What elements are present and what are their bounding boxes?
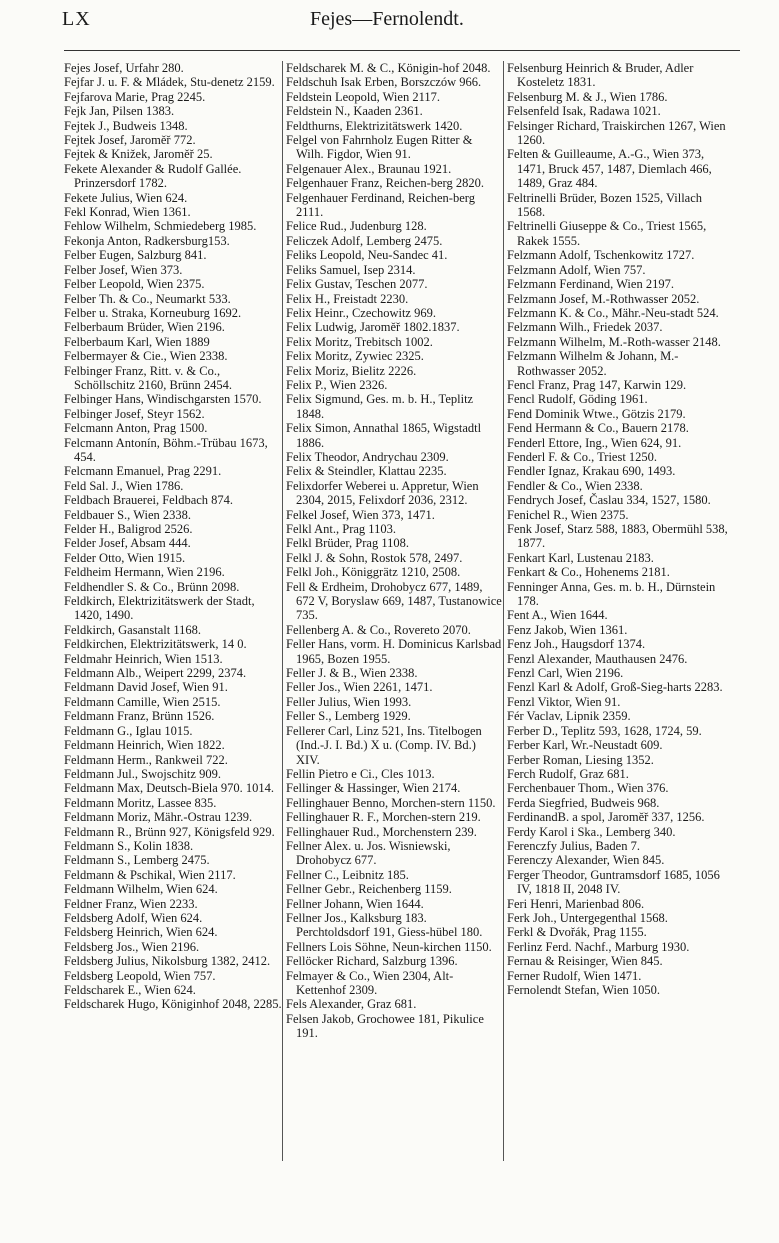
directory-entry: Ferber Karl, Wr.-Neustadt 609. <box>507 738 663 753</box>
directory-entry: Felmayer & Co., Wien 2304, Alt-Kettenhof 2309. <box>286 968 454 997</box>
directory-entry: Ferlinz Ferd. Nachf., Marburg 1930. <box>507 939 690 954</box>
directory-entry: Fenzl Alexander, Mauthausen 2476. <box>507 651 688 666</box>
directory-entry: Fejes Josef, Urfahr 280. <box>64 61 184 75</box>
directory-entry: Feldsberg Jos., Wien 2196. <box>64 939 200 954</box>
directory-entry: Feldmann S., Lemberg 2475. <box>64 853 210 868</box>
directory-entry: Feller Hans, vorm. H. Dominicus Karlsbad 1965, Bozen 1955. <box>286 637 502 666</box>
directory-entry: Fellinghauer Rud., Morchenstern 239. <box>286 824 477 839</box>
directory-entry: Fejk Jan, Pilsen 1383. <box>64 104 175 119</box>
directory-entry: Feldmann Camille, Wien 2515. <box>64 694 221 709</box>
directory-entry: Felgel von Fahrnholz Eugen Ritter & Wilh. Figdor, Wien 91. <box>286 133 473 162</box>
directory-entry: Feliks Leopold, Neu-Sandec 41. <box>286 248 448 263</box>
directory-entry: Ferber D., Teplitz 593, 1628, 1724, 59. <box>507 723 702 738</box>
directory-entry: Feldmahr Heinrich, Wien 1513. <box>64 651 223 666</box>
directory-entry: Feldmann Wilhelm, Wien 624. <box>64 882 218 897</box>
directory-entry: Fekete Alexander & Rudolf Gallée. Prinzersdorf 1782. <box>64 161 242 191</box>
directory-entry: Ferenczy Alexander, Wien 845. <box>507 853 665 868</box>
directory-entry: Feller Jos., Wien 2261, 1471. <box>286 680 433 695</box>
directory-entry: Fendler & Co., Wien 2338. <box>507 478 643 493</box>
directory-entry: Fell & Erdheim, Drohobycz 677, 1489, 672 V, Boryslaw 669, 1487, Tustanowice 735. <box>286 579 502 623</box>
directory-entry: Fencl Franz, Prag 147, Karwin 129. <box>507 377 687 392</box>
directory-entry: Feldkirch, Elektrizitätswerk der Stadt, 1420, 1490. <box>64 594 255 623</box>
directory-entry: Feldmann S., Kolin 1838. <box>64 838 194 853</box>
directory-entry: Feliczek Adolf, Lemberg 2475. <box>286 233 443 248</box>
directory-entry: Feldkirchen, Elektrizitätswerk, 14 0. <box>64 637 247 652</box>
directory-entry: Felsinger Richard, Traiskirchen 1267, Wien 1260. <box>507 118 726 148</box>
directory-entry: Fels Alexander, Graz 681. <box>286 997 417 1012</box>
directory-entry: Fernolendt Stefan, Wien 1050. <box>507 983 661 997</box>
directory-entry: Ferner Rudolf, Wien 1471. <box>507 968 642 983</box>
directory-entry: Felgenhauer Ferdinand, Reichen-berg 2111. <box>286 190 475 220</box>
directory-entry: Feldmann Heinrich, Wien 1822. <box>64 738 225 753</box>
directory-entry: Felber Eugen, Salzburg 841. <box>64 248 207 263</box>
directory-entry: Fenkart & Co., Hohenems 2181. <box>507 565 670 580</box>
directory-entry: Ferber Roman, Liesing 1352. <box>507 752 654 767</box>
directory-entry: Fenk Josef, Starz 588, 1883, Obermühl 538, 1877. <box>507 522 728 551</box>
directory-entry: Felkl Ant., Prag 1103. <box>286 522 396 536</box>
directory-entry: Felix Moritz, Trebitsch 1002. <box>286 334 433 349</box>
directory-entry: Fenichel R., Wien 2375. <box>507 507 629 522</box>
column-2 <box>286 61 502 1161</box>
directory-entry: Felbinger Hans, Windischgarsten 1570. <box>64 392 262 407</box>
directory-entry: Feldmann Herm., Rankweil 722. <box>64 752 228 767</box>
directory-entry: Fehlow Wilhelm, Schmiedeberg 1985. <box>64 219 257 234</box>
directory-entry: Fellner Jos., Kalksburg 183. Perchtoldsdorf 191, Giess-hübel 180. <box>286 910 483 940</box>
directory-entry: Feldmann David Josef, Wien 91. <box>64 680 228 695</box>
directory-entry: Felber Th. & Co., Neumarkt 533. <box>64 291 231 306</box>
directory-entry: Fellenberg A. & Co., Rovereto 2070. <box>286 622 471 637</box>
directory-entry: Fernau & Reisinger, Wien 845. <box>507 954 663 969</box>
directory-entry: Feldsberg Heinrich, Wien 624. <box>64 925 218 940</box>
directory-columns <box>64 61 740 1161</box>
directory-entry: Fendler Ignaz, Krakau 690, 1493. <box>507 464 676 479</box>
directory-entry: Felgenauer Alex., Braunau 1921. <box>286 161 452 176</box>
directory-entry: Felcmann Antonín, Böhm.-Trübau 1673, 454. <box>64 435 268 464</box>
directory-entry: Fenzl Karl & Adolf, Groß-Sieg-harts 2283. <box>507 680 723 695</box>
directory-entry: Felsen Jakob, Grochowee 181, Pikulice 191. <box>286 1011 484 1041</box>
directory-entry: FerdinandB. a spol, Jaroměř 337, 1256. <box>507 810 705 825</box>
directory-entry: Fencl Rudolf, Göding 1961. <box>507 392 648 407</box>
directory-entry: Fekl Konrad, Wien 1361. <box>64 205 191 220</box>
directory-entry: Feltrinelli Giuseppe & Co., Triest 1565, Rakek 1555. <box>507 219 707 248</box>
directory-entry: Feldmann Moritz, Lassee 835. <box>64 795 217 810</box>
directory-entry: Feldmann Alb., Weipert 2299, 2374. <box>64 666 247 681</box>
directory-entry: Feldmann Franz, Brünn 1526. <box>64 709 215 724</box>
directory-entry: Felixdorfer Weberei u. Appretur, Wien 2304, 2015, Felixdorf 2036, 2312. <box>286 478 479 508</box>
directory-entry: Fend Hermann & Co., Bauern 2178. <box>507 421 689 436</box>
directory-entry: Felix Ludwig, Jaroměř 1802.1837. <box>286 320 460 335</box>
directory-entry: Felbermayer & Cie., Wien 2338. <box>64 349 228 364</box>
directory-entry: Felbinger Josef, Steyr 1562. <box>64 406 205 421</box>
directory-entry: Fent A., Wien 1644. <box>507 608 608 623</box>
directory-entry: Fendrych Josef, Časlau 334, 1527, 1580. <box>507 493 711 508</box>
directory-entry: Feldsberg Julius, Nikolsburg 1382, 2412. <box>64 954 271 969</box>
directory-entry: Ferkl & Dvořák, Prag 1155. <box>507 925 647 940</box>
directory-entry: Feldstein Leopold, Wien 2117. <box>286 89 440 104</box>
directory-entry: Fellin Pietro e Ci., Cles 1013. <box>286 766 435 781</box>
page-number: LX <box>62 8 91 30</box>
directory-entry: Felcmann Emanuel, Prag 2291. <box>64 464 222 479</box>
directory-entry: Fellner Gebr., Reichenberg 1159. <box>286 882 452 897</box>
directory-entry: Felzmann Adolf, Wien 757. <box>507 262 646 277</box>
directory-entry: Feldscharek E., Wien 624. <box>64 983 196 997</box>
directory-entry: Felix Moriz, Bielitz 2226. <box>286 363 417 378</box>
directory-entry: Felix Simon, Annathal 1865, Wigstadtl 1886. <box>286 421 482 450</box>
directory-entry: Felzmann Ferdinand, Wien 2197. <box>507 277 674 292</box>
directory-entry: Feller J. & B., Wien 2338. <box>286 666 418 681</box>
directory-entry: Felber Josef, Wien 373. <box>64 262 183 277</box>
directory-entry: Felkel Josef, Wien 373, 1471. <box>286 507 435 522</box>
directory-entry: Felzmann Wilhelm & Johann, M.-Rothwasser 2052. <box>507 349 679 378</box>
directory-entry: Fejfarova Marie, Prag 2245. <box>64 89 206 104</box>
directory-entry: Feldstein N., Kaaden 2361. <box>286 104 423 119</box>
directory-entry: Felberbaum Karl, Wien 1889 <box>64 334 210 349</box>
column-divider <box>282 61 283 1161</box>
directory-entry: Fellner Johann, Wien 1644. <box>286 896 424 911</box>
directory-entry: Fenzl Carl, Wien 2196. <box>507 666 624 681</box>
directory-entry: Feldsberg Leopold, Wien 757. <box>64 968 216 983</box>
directory-entry: Fejfar J. u. F. & Mládek, Stu-denetz 2159. <box>64 75 275 90</box>
directory-entry: Felkl J. & Sohn, Rostok 578, 2497. <box>286 550 463 565</box>
directory-entry: Feller S., Lemberg 1929. <box>286 709 411 724</box>
directory-entry: Felix H., Freistadt 2230. <box>286 291 409 306</box>
directory-entry: Feldmann G., Iglau 1015. <box>64 723 193 738</box>
column-divider <box>503 61 504 1161</box>
directory-entry: Feldsberg Adolf, Wien 624. <box>64 910 203 925</box>
directory-entry: Fér Vaclav, Lipnik 2359. <box>507 709 631 724</box>
directory-entry: Felzmann Adolf, Tschenkowitz 1727. <box>507 248 695 263</box>
directory-entry: Fenninger Anna, Ges. m. b. H., Dürnstein 178. <box>507 579 716 609</box>
directory-entry: Fenz Joh., Haugsdorf 1374. <box>507 637 646 652</box>
directory-entry: Fekonja Anton, Radkersburg153. <box>64 233 230 248</box>
directory-entry: Feldbauer S., Wien 2338. <box>64 507 192 522</box>
directory-entry: Felcmann Anton, Prag 1500. <box>64 421 208 436</box>
column-3 <box>507 61 733 1161</box>
directory-entry: Ferk Joh., Untergegenthal 1568. <box>507 910 668 925</box>
directory-entry: Fellners Lois Söhne, Neun-kirchen 1150. <box>286 939 492 954</box>
directory-entry: Feller Julius, Wien 1993. <box>286 694 412 709</box>
directory-entry: Fenz Jakob, Wien 1361. <box>507 622 628 637</box>
directory-entry: Felder H., Baligrod 2526. <box>64 522 193 536</box>
directory-entry: Felice Rud., Judenburg 128. <box>286 219 427 234</box>
directory-entry: Felgenhauer Franz, Reichen-berg 2820. <box>286 176 484 191</box>
directory-entry: Felix P., Wien 2326. <box>286 377 388 392</box>
directory-entry: Fellinghauer Benno, Morchen-stern 1150. <box>286 795 496 810</box>
page-title: Fejes—Fernolendt. <box>310 8 464 30</box>
directory-entry: Felder Josef, Absam 444. <box>64 536 191 551</box>
column-1 <box>64 61 282 1161</box>
directory-entry: Fejtek Josef, Jaroměř 772. <box>64 133 196 148</box>
directory-entry: Feldthurns, Elektrizitätswerk 1420. <box>286 118 463 133</box>
directory-entry: Fenderl Ettore, Ing., Wien 624, 91. <box>507 435 682 450</box>
directory-entry: Felix Theodor, Andrychau 2309. <box>286 449 449 464</box>
directory-entry: Fend Dominik Wtwe., Götzis 2179. <box>507 406 686 421</box>
directory-entry: Feldscharek Hugo, Königinhof 2048, 2285. <box>64 997 282 1012</box>
directory-entry: Feliks Samuel, Isep 2314. <box>286 262 416 277</box>
directory-entry: Fellinger & Hassinger, Wien 2174. <box>286 781 461 796</box>
directory-entry: Felkl Joh., Königgrätz 1210, 2508. <box>286 565 461 580</box>
directory-entry: Felsenburg M. & J., Wien 1786. <box>507 89 668 104</box>
directory-entry: Feld Sal. J., Wien 1786. <box>64 478 184 493</box>
directory-entry: Felix Moritz, Zywiec 2325. <box>286 349 424 364</box>
directory-entry: Feldmann R., Brünn 927, Königsfeld 929. <box>64 824 275 839</box>
directory-entry: Ferch Rudolf, Graz 681. <box>507 766 629 781</box>
directory-entry: Feldkirch, Gasanstalt 1168. <box>64 622 202 637</box>
directory-entry: Feldmann Jul., Swojschitz 909. <box>64 766 221 781</box>
directory-entry: Felsenfeld Isak, Radawa 1021. <box>507 104 661 119</box>
directory-entry: Felzmann Wilhelm, M.-Roth-wasser 2148. <box>507 334 721 349</box>
directory-entry: Felix Gustav, Teschen 2077. <box>286 277 428 292</box>
directory-entry: Ferenczfy Julius, Baden 7. <box>507 838 640 853</box>
directory-entry: Fejtek J., Budweis 1348. <box>64 118 188 133</box>
directory-entry: Felkl Brüder, Prag 1108. <box>286 536 409 551</box>
directory-entry: Fejtek & Knižek, Jaroměř 25. <box>64 147 213 162</box>
directory-entry: Felder Otto, Wien 1915. <box>64 550 186 565</box>
directory-entry: Felten & Guilleaume, A.-G., Wien 373, 1471, Bruck 457, 1487, Diemlach 466, 1489, Graz 484. <box>507 147 712 191</box>
directory-entry: Felzmann Wilh., Friedek 2037. <box>507 320 663 335</box>
directory-entry: Felber Leopold, Wien 2375. <box>64 277 205 292</box>
directory-entry: Feltrinelli Brüder, Bozen 1525, Villach 1568. <box>507 190 703 220</box>
directory-entry: Feri Henri, Marienbad 806. <box>507 896 645 911</box>
directory-entry: Fenderl F. & Co., Triest 1250. <box>507 449 658 464</box>
directory-entry: Felix Heinr., Czechowitz 969. <box>286 305 436 320</box>
directory-entry: Feldhendler S. & Co., Brünn 2098. <box>64 579 240 594</box>
directory-entry: Fenzl Viktor, Wien 91. <box>507 694 621 709</box>
directory-entry: Fenkart Karl, Lustenau 2183. <box>507 550 654 565</box>
directory-entry: Feldmann Moriz, Mähr.-Ostrau 1239. <box>64 810 253 825</box>
page-header <box>60 4 739 34</box>
directory-entry: Feldscharek M. & C., Königin-hof 2048. <box>286 61 491 75</box>
directory-entry: Feldbach Brauerei, Feldbach 874. <box>64 493 234 508</box>
directory-entry: Fellner C., Leibnitz 185. <box>286 867 409 882</box>
directory-entry: Felsenburg Heinrich & Bruder, Adler Kosteletz 1831. <box>507 61 694 90</box>
directory-entry: Felber u. Straka, Korneuburg 1692. <box>64 305 242 320</box>
directory-entry: Ferdy Karol i Ska., Lemberg 340. <box>507 824 676 839</box>
directory-entry: Feldmann Max, Deutsch-Biela 970. 1014. <box>64 781 275 796</box>
directory-entry: Fellöcker Richard, Salzburg 1396. <box>286 954 458 969</box>
directory-entry: Feldner Franz, Wien 2233. <box>64 896 198 911</box>
directory-entry: Felzmann K. & Co., Mähr.-Neu-stadt 524. <box>507 305 719 320</box>
directory-entry: Fellner Alex. u. Jos. Wisniewski, Drohobycz 677. <box>286 838 451 868</box>
header-rule <box>64 50 740 51</box>
directory-entry: Ferchenbauer Thom., Wien 376. <box>507 781 669 796</box>
directory-entry: Felix & Steindler, Klattau 2235. <box>286 464 447 479</box>
directory-entry: Ferger Theodor, Guntramsdorf 1685, 1056 IV, 1818 II, 2048 IV. <box>507 867 720 897</box>
directory-entry: Feldheim Hermann, Wien 2196. <box>64 565 225 580</box>
directory-entry: Ferda Siegfried, Budweis 968. <box>507 795 660 810</box>
directory-entry: Felberbaum Brüder, Wien 2196. <box>64 320 225 335</box>
directory-entry: Felix Sigmund, Ges. m. b. H., Teplitz 1848. <box>286 392 474 421</box>
directory-entry: Fellerer Carl, Linz 521, Ins. Titelbogen (Ind.-J. I. Bd.) X u. (Comp. IV. Bd.) XIV. <box>286 723 482 767</box>
directory-entry: Fellinghauer R. F., Morchen-stern 219. <box>286 810 481 825</box>
directory-entry: Felzmann Josef, M.-Rothwasser 2052. <box>507 291 700 306</box>
directory-entry: Feldschuh Isak Erben, Borszczów 966. <box>286 75 482 90</box>
directory-entry: Feldmann & Pschikal, Wien 2117. <box>64 867 236 882</box>
directory-entry: Fekete Julius, Wien 624. <box>64 190 188 205</box>
directory-entry: Felbinger Franz, Ritt. v. & Co., Schöllschitz 2160, Brünn 2454. <box>64 363 232 392</box>
